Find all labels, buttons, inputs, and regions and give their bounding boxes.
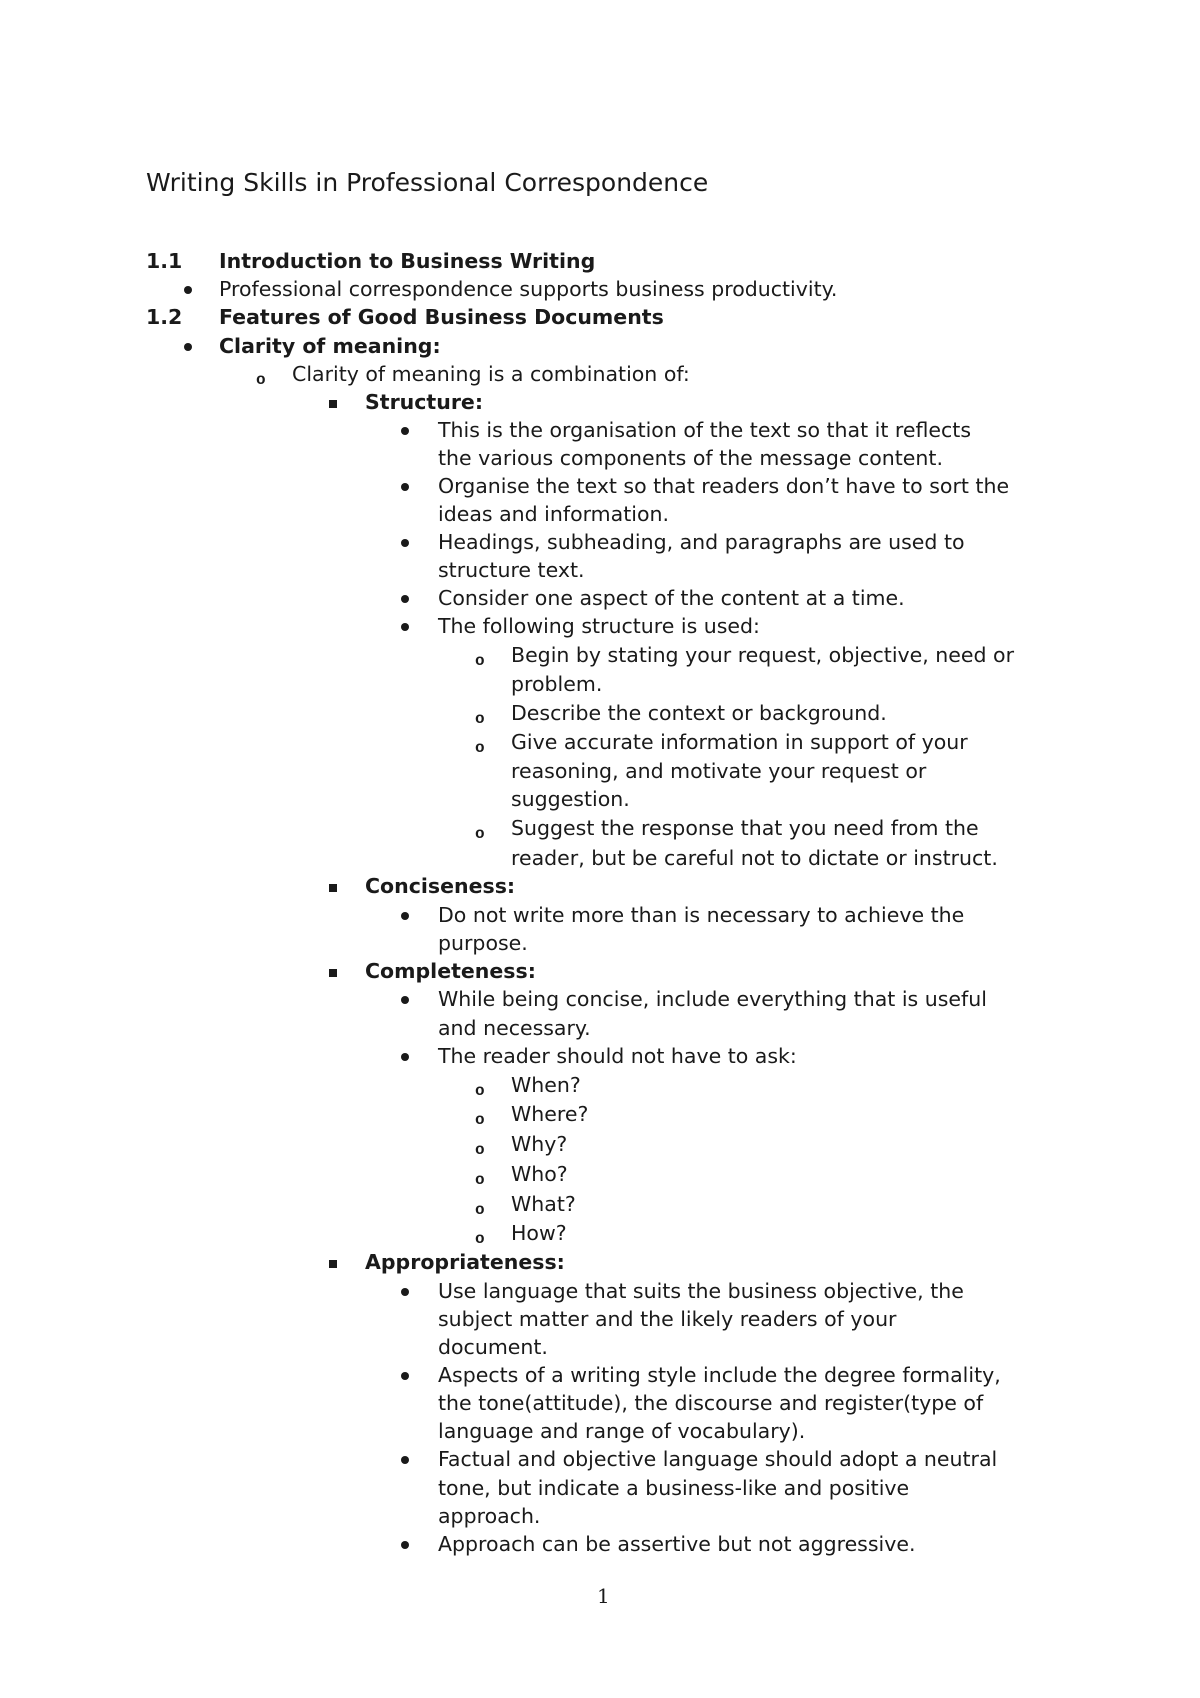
list-item-continuation: problem. [511, 672, 603, 696]
clarity-intro: Clarity of meaning is a combination of: [292, 362, 690, 386]
structure-heading: Structure: [365, 390, 484, 414]
circle-bullet-icon: o [475, 1230, 485, 1248]
list-item-continuation: document. [438, 1335, 548, 1359]
list-item-continuation: approach. [438, 1504, 541, 1528]
list-item: Headings, subheading, and paragraphs are used to [438, 530, 965, 554]
bullet-dot-icon [401, 483, 409, 491]
list-item-continuation: the various components of the message content. [438, 446, 943, 470]
list-item: Begin by stating your request, objective, need or [511, 643, 1015, 667]
list-item: Consider one aspect of the content at a time. [438, 586, 905, 610]
list-item: Suggest the response that you need from the [511, 816, 979, 840]
circle-bullet-icon: o [475, 1141, 485, 1159]
bullet-dot-icon [401, 595, 409, 603]
list-item: Describe the context or background. [511, 701, 887, 725]
list-item-continuation: subject matter and the likely readers of your [438, 1307, 897, 1331]
list-item: Give accurate information in support of your [511, 730, 968, 754]
conciseness-heading: Conciseness: [365, 874, 516, 898]
circle-bullet-icon: o [475, 1171, 485, 1189]
bullet-dot-icon [401, 1372, 409, 1380]
square-bullet-icon [329, 1260, 337, 1268]
bullet-dot-icon [184, 286, 192, 294]
completeness-heading: Completeness: [365, 959, 536, 983]
square-bullet-icon [329, 969, 337, 977]
question-item: What? [511, 1192, 576, 1216]
list-item-continuation: purpose. [438, 931, 528, 955]
list-item: While being concise, include everything that is useful [438, 987, 987, 1011]
section-number: 1.1 [146, 249, 183, 273]
bullet-dot-icon [401, 912, 409, 920]
section-title: Introduction to Business Writing [219, 249, 596, 273]
appropriateness-heading: Appropriateness: [365, 1250, 565, 1274]
question-item: Who? [511, 1162, 568, 1186]
list-item-continuation: reader, but be careful not to dictate or instruct. [511, 846, 998, 870]
list-item: The reader should not have to ask: [438, 1044, 797, 1068]
question-item: Why? [511, 1132, 568, 1156]
circle-bullet-icon: o [475, 1111, 485, 1129]
page-number: 1 [597, 1584, 610, 1608]
list-item: Organise the text so that readers don’t have to sort the [438, 474, 1010, 498]
circle-bullet-icon: o [475, 710, 485, 728]
section-heading-1-2 [146, 303, 664, 331]
bullet-dot-icon [184, 343, 192, 351]
list-item: Do not write more than is necessary to achieve the [438, 903, 965, 927]
list-item-continuation: and necessary. [438, 1016, 591, 1040]
circle-bullet-icon: o [475, 652, 485, 670]
bullet-dot-icon [401, 1288, 409, 1296]
section-number: 1.2 [146, 305, 183, 329]
question-item: How? [511, 1221, 567, 1245]
section-title: Features of Good Business Documents [219, 305, 664, 329]
square-bullet-icon [329, 884, 337, 892]
bullet-dot-icon [401, 427, 409, 435]
question-item: Where? [511, 1102, 589, 1126]
circle-bullet-icon: o [475, 1201, 485, 1219]
list-item-continuation: the tone(attitude), the discourse and register(type of [438, 1391, 984, 1415]
circle-bullet-icon: o [475, 1082, 485, 1100]
list-item-continuation: tone, but indicate a business-like and positive [438, 1476, 910, 1500]
list-item-continuation: reasoning, and motivate your request or [511, 759, 927, 783]
list-item: Approach can be assertive but not aggressive. [438, 1532, 916, 1556]
list-item-continuation: language and range of vocabulary). [438, 1419, 806, 1443]
question-item: When? [511, 1073, 581, 1097]
circle-bullet-icon: o [475, 825, 485, 843]
list-item: This is the organisation of the text so that it reflects [438, 418, 972, 442]
list-item: Aspects of a writing style include the degree formality, [438, 1363, 1001, 1387]
bullet-dot-icon [401, 623, 409, 631]
bullet-dot-icon [401, 539, 409, 547]
list-item: Use language that suits the business objective, the [438, 1279, 964, 1303]
clarity-heading: Clarity of meaning: [219, 334, 441, 358]
list-item: The following structure is used: [438, 614, 760, 638]
bullet-dot-icon [401, 996, 409, 1004]
bullet-dot-icon [401, 1456, 409, 1464]
list-item: Professional correspondence supports business productivity. [219, 277, 838, 301]
list-item-continuation: ideas and information. [438, 502, 669, 526]
document-title: Writing Skills in Professional Correspondence [146, 168, 709, 197]
bullet-dot-icon [401, 1541, 409, 1549]
bullet-dot-icon [401, 1053, 409, 1061]
section-heading-1-1 [146, 247, 595, 275]
list-item-continuation: structure text. [438, 558, 585, 582]
list-item-continuation: suggestion. [511, 787, 630, 811]
square-bullet-icon [329, 400, 337, 408]
list-item: Factual and objective language should adopt a neutral [438, 1447, 998, 1471]
circle-bullet-icon: o [256, 371, 266, 389]
circle-bullet-icon: o [475, 739, 485, 757]
